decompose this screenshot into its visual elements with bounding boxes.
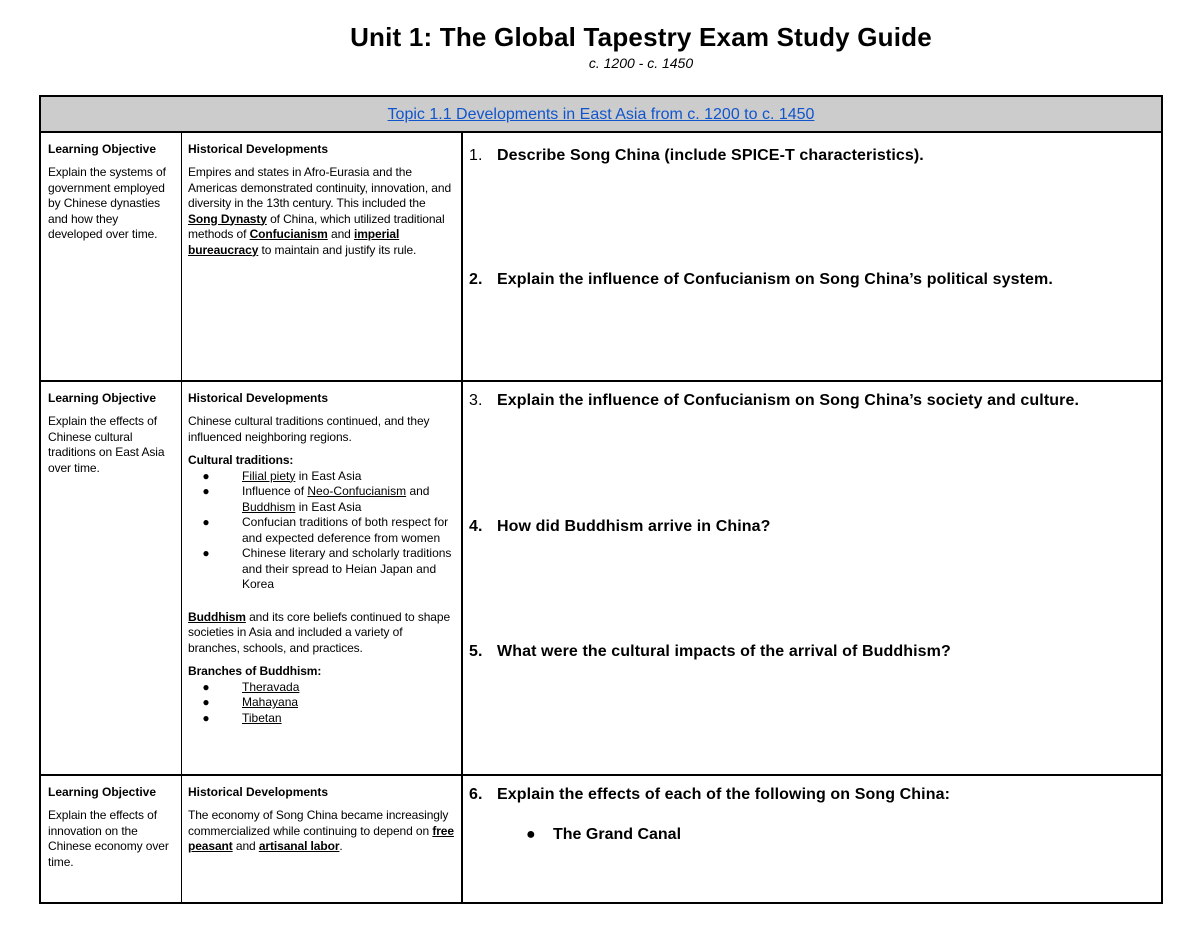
key-term: artisanal labor: [258, 839, 340, 853]
learning-objective-heading: Learning Objective: [48, 785, 157, 799]
question: [469, 516, 1137, 537]
question-number: 4.: [469, 518, 483, 535]
buddhism-paragraph: Buddhism and its core beliefs continued to shape societies in Asia and included a variety of branches, schools, and practices.: [188, 609, 451, 655]
key-term: Filial piety: [242, 468, 296, 483]
learning-objective-text: Explain the systems of government employed by Chinese dynasties and how they developed over time.: [48, 165, 166, 241]
historical-developments-cell: [182, 382, 463, 774]
question-text: Explain the effects of each of the following on Song China:: [497, 786, 951, 803]
questions-cell: [463, 776, 1161, 902]
key-term: Mahayana: [242, 695, 299, 709]
page-title: Unit 1: The Global Tapestry Exam Study Guide: [350, 22, 932, 52]
learning-objective-text: Explain the effects of Chinese cultural traditions on East Asia over time.: [48, 414, 165, 475]
historical-developments-heading: Historical Developments: [188, 785, 329, 799]
historical-developments-text: Chinese cultural traditions continued, and they influenced neighboring regions.: [188, 414, 430, 444]
questions-cell: [463, 133, 1161, 380]
question-text: Explain the influence of Confucianism on Song China’s political system.: [497, 271, 1053, 288]
key-term: imperial bureaucracy: [188, 227, 400, 257]
sub-item: ● The Grand Canal: [526, 826, 682, 843]
historical-developments-text: The economy of Song China became increasingly commercialized while continuing to depend on free peasant and artisanal labor.: [188, 808, 454, 853]
cultural-traditions-list: [188, 469, 455, 593]
key-term: Song Dynasty: [188, 211, 267, 226]
question-text: How did Buddhism arrive in China?: [497, 518, 771, 535]
table-row: [41, 776, 1161, 902]
key-term: Neo-Confucianism: [307, 484, 407, 498]
learning-objective-heading: Learning Objective: [48, 142, 157, 156]
table-row: [41, 382, 1161, 776]
question: [469, 784, 1137, 805]
historical-developments-heading: Historical Developments: [188, 142, 329, 156]
learning-objective-cell: [41, 776, 182, 902]
body-text: and: [331, 227, 351, 241]
question: [469, 145, 1137, 166]
list-item: ● Chinese literary and scholarly traditions and their spread to Heian Japan and Korea: [202, 546, 452, 591]
questions-cell: [463, 382, 1161, 774]
learning-objective-heading: Learning Objective: [48, 391, 157, 405]
learning-objective-text: Explain the effects of innovation on the Chinese economy over time.: [48, 808, 169, 869]
question-number: 6.: [469, 786, 483, 803]
question: [469, 269, 1157, 290]
key-term: Buddhism: [242, 499, 296, 514]
list-item: ● Filial piety in East Asia: [202, 468, 362, 483]
key-term: Confucianism: [249, 227, 328, 241]
list-item: ● Mahayana: [202, 695, 299, 709]
question-number: 5.: [469, 643, 483, 660]
key-term: Tibetan: [242, 710, 282, 725]
question-text: Explain the influence of Confucianism on Song China’s society and culture.: [497, 392, 1079, 409]
historical-developments-cell: [182, 776, 463, 902]
question: [469, 390, 1097, 411]
question-number: 2.: [469, 271, 483, 288]
list-item: ● Theravada: [202, 679, 300, 694]
page-subtitle: c. 1200 - c. 1450: [588, 55, 694, 71]
topic-heading-link[interactable]: Topic 1.1 Developments in East Asia from c. 1200 to c. 1450: [41, 97, 1161, 133]
body-text: of China, which utilized traditional methods of: [188, 211, 445, 241]
key-term: Buddhism: [188, 609, 246, 624]
question: [469, 641, 1137, 662]
key-term: Theravada: [242, 679, 300, 694]
list-item: ● Tibetan: [202, 710, 282, 725]
learning-objective-cell: [41, 382, 182, 774]
historical-developments-text: [188, 165, 455, 258]
list-item: ● Influence of Neo-Confucianism and Buddhism in East Asia: [202, 484, 430, 514]
branches-heading: Branches of Buddhism:: [188, 664, 322, 678]
cultural-traditions-heading: Cultural traditions:: [188, 453, 294, 467]
historical-developments-cell: [182, 133, 463, 380]
question-text: What were the cultural impacts of the arrival of Buddhism?: [497, 643, 951, 660]
learning-objective-cell: [41, 133, 182, 380]
study-guide-table: [39, 95, 1163, 904]
historical-developments-heading: Historical Developments: [188, 391, 329, 405]
sub-item-text: The Grand Canal: [553, 826, 682, 843]
table-row: [41, 133, 1161, 382]
key-term: free peasant: [188, 823, 454, 853]
list-item: ● Confucian traditions of both respect for and expected deference from women: [202, 515, 449, 545]
branches-list: [188, 680, 455, 727]
question-number: 1.: [469, 147, 483, 164]
question-number: 3.: [469, 392, 483, 409]
question-text: Describe Song China (include SPICE-T characteristics).: [497, 147, 924, 164]
body-text: to maintain and justify its rule.: [261, 242, 417, 257]
body-text: Empires and states in Afro-Eurasia and the Americas demonstrated continuity, innovation, and diversity in the 13th century. This included the: [188, 165, 452, 210]
